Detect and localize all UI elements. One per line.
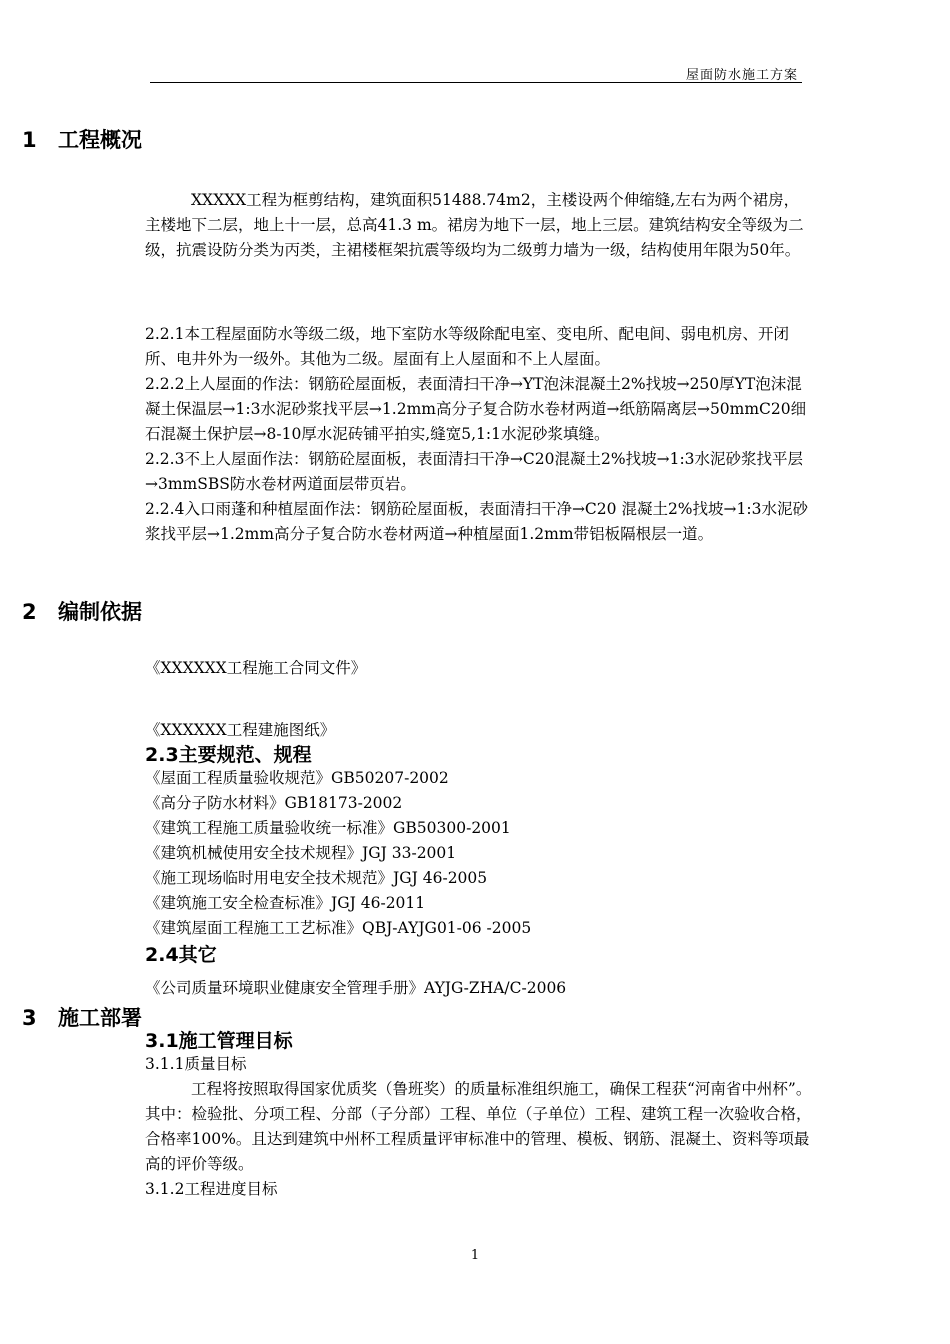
section-1-heading <box>22 124 142 154</box>
header-divider <box>150 82 802 83</box>
standards-heading: 2.3主要规范、规程 <box>145 744 312 766</box>
basis-drawings: 《XXXXXX工程建施图纸》 <box>145 721 336 739</box>
other-item: 《公司质量环境职业健康安全管理手册》AYJG-ZHA/C-2006 <box>145 979 567 997</box>
waterproof-2-2-4: 2.2.4入口雨蓬和种植屋面作法：钢筋砼屋面板，表面清扫干净→C20 混凝土2%找坡→1:3水泥砂浆找平层→1.2mm高分子复合防水卷材两道→种植屋面1.2mm带铝板隔根层一道。 <box>145 500 808 543</box>
section-number: 2 <box>22 600 37 624</box>
quality-subheading: 3.1.1质量目标 <box>145 1055 247 1073</box>
basis-contract: 《XXXXXX工程施工合同文件》 <box>145 659 367 677</box>
standard-item: 《高分子防水材料》GB18173-2002 <box>145 794 403 812</box>
section-3-heading <box>22 1002 142 1032</box>
section-title: 工程概况 <box>58 128 142 152</box>
standard-item: 《建筑施工安全检查标准》JGJ 46-2011 <box>145 894 426 912</box>
standard-item: 《施工现场临时用电安全技术规范》JGJ 46-2005 <box>145 869 488 887</box>
waterproof-2-2-1: 2.2.1本工程屋面防水等级二级，地下室防水等级除配电室、变电所、配电间、弱电机房、开闭所、电井外为一级外。其他为二级。屋面有上人屋面和不上人屋面。 <box>145 325 789 368</box>
header-title: 屋面防水施工方案 <box>685 68 798 83</box>
schedule-subheading: 3.1.2工程进度目标 <box>145 1180 278 1198</box>
other-heading: 2.4其它 <box>145 944 217 966</box>
standard-item: 《建筑机械使用安全技术规程》JGJ 33-2001 <box>145 844 457 862</box>
section-number: 3 <box>22 1006 37 1030</box>
waterproof-2-2-2: 2.2.2上人屋面的作法：钢筋砼屋面板，表面清扫干净→YT泡沫混凝土2%找坡→250厚YT泡沫混凝土保温层→1:3水泥砂浆找平层→1.2mm高分子复合防水卷材两道→纸筋隔离层→50mmC20细石混凝土保护层→8-10厚水泥砖铺平拍实,缝宽5,1:1水泥砂浆填缝。 <box>145 375 807 443</box>
overview-paragraph: XXXXX工程为框剪结构，建筑面积51488.74m2，主楼设两个伸缩缝,左右为两个裙房，主楼地下二层，地上十一层，总高41.3 m。裙房为地下一层，地上三层。建筑结构安全等级为二级，抗震设防分类为丙类，主裙楼框架抗震等级均为二级剪力墙为一级，结构使用年限为50年。 <box>145 191 804 259</box>
waterproof-2-2-3: 2.2.3不上人屋面作法：钢筋砼屋面板，表面清扫干净→C20混凝土2%找坡→1:3水泥砂浆找平层→3mmSBS防水卷材两道面层带页岩。 <box>145 450 804 493</box>
standard-item: 《屋面工程质量验收规范》GB50207-2002 <box>145 769 449 787</box>
section-title: 编制依据 <box>58 600 142 624</box>
section-2-heading <box>22 596 142 626</box>
management-heading: 3.1施工管理目标 <box>145 1030 293 1052</box>
standard-item: 《建筑屋面工程施工工艺标准》QBJ-AYJG01-06 -2005 <box>145 919 532 937</box>
quality-paragraph: 工程将按照取得国家优质奖（鲁班奖）的质量标准组织施工，确保工程获“河南省中州杯”。其中：检验批、分项工程、分部（子分部）工程、单位（子单位）工程、建筑工程一次验收合格，合格率100%。且达到建筑中州杯工程质量评审标准中的管理、模板、钢筋、混凝土、资料等项最高的评价等级。 <box>145 1080 812 1173</box>
page-number: 1 <box>470 1248 480 1263</box>
section-title: 施工部署 <box>58 1006 142 1030</box>
standard-item: 《建筑工程施工质量验收统一标准》GB50300-2001 <box>145 819 511 837</box>
section-number: 1 <box>22 128 37 152</box>
